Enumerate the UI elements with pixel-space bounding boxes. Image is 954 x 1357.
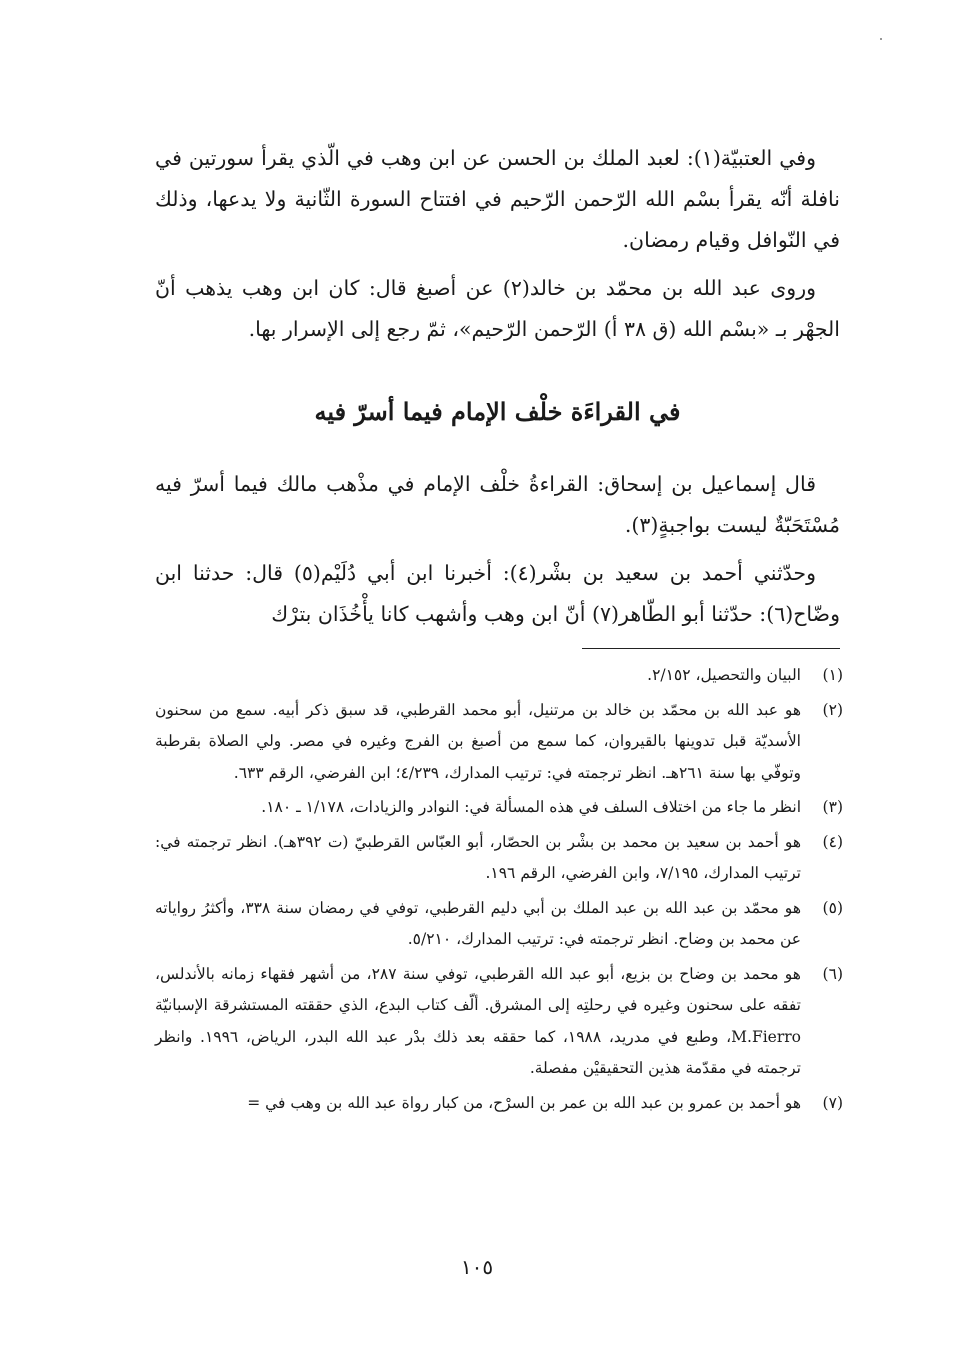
- footnote-text: انظر ما جاء من اختلاف السلف في هذه المسألة في: النوادر والزيادات، ١/١٧٨ ـ ١٨٠.: [261, 798, 801, 816]
- footnotes: [155, 660, 843, 1122]
- page-number: ١٠٥: [460, 1255, 494, 1279]
- scan-speck: [880, 38, 882, 40]
- footnote-text: هو محمد بن وضاح بن بزيع، أبو عبد الله القرطبي، توفي سنة ٢٨٧، من أشهر فقهاء زمانه بالأندلس، تفقه على سحنون وغيره في رحلتِه إلى المشرق. ألّف كتاب البدع، الذي حققته المستشرقة الإسبانيّة M.Fierro، وطبع في مدريد، ١٩٨٨، كما حققه بعد ذلك بدْر عبد الله البدر، الرياض، ١٩٩٦. وانظر ترجمته في مقدّمة هذين التحقيقيْن مفصلة.: [155, 964, 801, 1077]
- footnote: [155, 1088, 843, 1120]
- footnote-number: (٢): [822, 700, 843, 719]
- footnote: [155, 695, 843, 790]
- paragraph-ismail: قال إسماعيل بن إسحاق: القراءةُ خلْف الإمام في مذْهب مالك فيما أسرّ فيه مُسْتَحَبّةٌ ليست بواجبةٍ(٣).: [155, 472, 840, 537]
- footnote-text: هو عبد الله بن محمّد بن خالد بن مرتنيل، أبو محمد القرطبي، قد سبق ذكر أبيه. سمع من سحنون الأسديّة قبل تدوينها بالقيروان، كما سمع من أصبغ بن الفرج وغيره في مصر. ولي الصلاة بقرطبة وتوفّي بها سنة ٢٦١هـ. انظر ترجمته في: ترتيب المدارك، ٤/٢٣٩؛ ابن الفرضي، الرقم ٦٣٣.: [155, 700, 801, 782]
- footnote: [155, 827, 843, 890]
- footnote-number: (٥): [822, 898, 843, 917]
- footnote: [155, 959, 843, 1085]
- footnote-number: (٣): [822, 798, 843, 816]
- footnote-text: هو أحمد بن عمرو بن عبد الله بن عمر بن السرْح، من كبار رواة عبد الله بن وهب في =: [247, 1093, 801, 1112]
- footnote: [155, 660, 843, 692]
- footnote-number: (٦): [822, 964, 843, 983]
- paragraph-ahmad: وحدّثني أحمد بن سعيد بن بشْر(٤): أخبرنا ابن أبي دُلَيْم(٥) قال: حدثنا ابن وضّاح(٦): حدّثنا أبو الطّاهر(٧) أنّ ابن وهب وأشهب كانا يأْخُذَان بترْك: [155, 561, 840, 626]
- paragraph-utbiyya: وفي العتبيّة(١): لعبد الملك بن الحسن عن ابن وهب في الّذي يقرأ سورتين في نافلة أنّه يقرأ بسْم الله الرّحمن الرّحيم في افتتاح السورة الثّانية ولا يدعها، وذلك في النّوافل وقيام رمضان.: [155, 146, 840, 252]
- footnote-number: (١): [822, 666, 843, 684]
- footnote-number: (٤): [822, 832, 843, 851]
- section-heading: في القراءَة خلْف الإمام فيما أسرّ فيه: [314, 397, 681, 426]
- footnote-number: (٧): [822, 1093, 843, 1112]
- footnote-text: البيان والتحصيل، ٢/١٥٢.: [647, 666, 801, 684]
- footnote: [155, 792, 843, 824]
- paragraph-ibn-khalid: وروى عبد الله بن محمّد بن خالد(٢) عن أصبغ قال: كان ابن وهب يذهب أنّ الجهْر بـ «بسْم الله (ق ٣٨ أ) الرّحمن الرّحيم»، ثمّ رجع إلى الإسرار بها.: [155, 276, 840, 341]
- footnote-separator: [582, 648, 840, 649]
- footnote-text: هو أحمد بن سعيد بن محمد بن بشْر بن الحصّار، أبو العبّاس القرطبيّ (ت ٣٩٢هـ). انظر ترجمته في: ترتيب المدارك، ٧/١٩٥، وابن الفرضي، الرقم ١٩٦.: [155, 832, 801, 882]
- footnote-text: هو محمّد بن عبد الله بن عبد الملك بن أبي دليم القرطبي، توفي في رمضان سنة ٣٣٨، وأكثرُ رواياته عن محمد بن وضاح. انظر ترجمته في: ترتيب المدارك، ٥/٢١٠.: [155, 898, 801, 948]
- footnote: [155, 893, 843, 956]
